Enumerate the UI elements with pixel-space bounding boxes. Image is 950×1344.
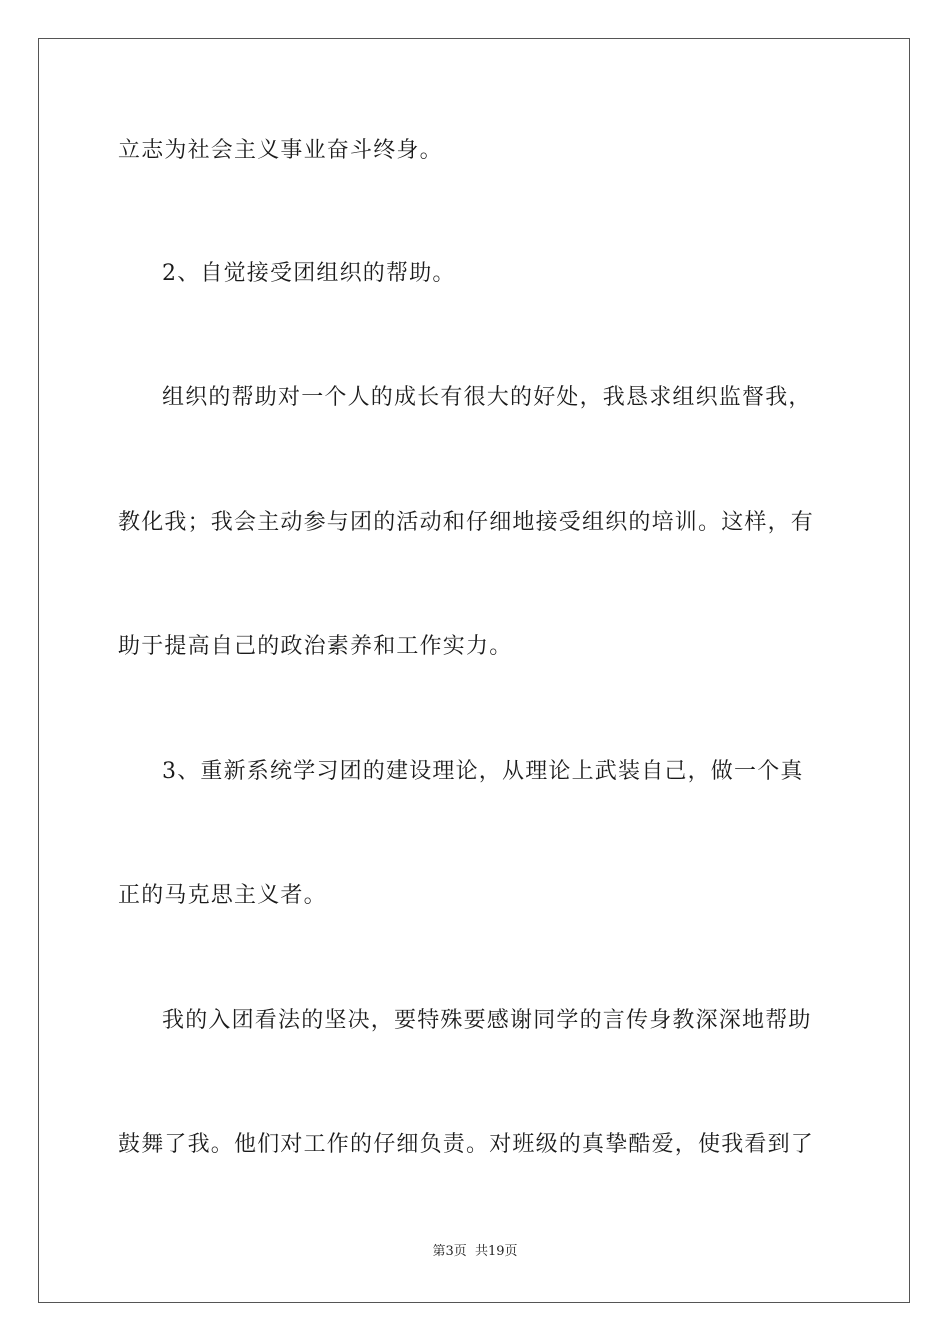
text-line-4: 教化我；我会主动参与团的活动和仔细地接受组织的培训。这样，有 [118,510,815,535]
page-border [38,38,910,1303]
text-line-8: 我的入团看法的坚决，要特殊要感谢同学的言传身教深深地帮助 [162,1008,812,1033]
text-line-7: 正的马克思主义者。 [118,883,327,908]
text-line-6: 3、重新系统学习团的建设理论，从理论上武装自己，做一个真 [162,759,804,784]
text-line-3: 组织的帮助对一个人的成长有很大的好处，我恳求组织监督我， [162,385,812,410]
text-line-9: 鼓舞了我。他们对工作的仔细负责。对班级的真挚酷爱，使我看到了 [118,1132,815,1157]
text-line-1: 立志为社会主义事业奋斗终身。 [118,138,443,163]
page-number-total: 共19页 [474,1244,518,1259]
page-number-current: 第3页 [432,1244,467,1259]
page-footer [0,1243,950,1261]
text-line-2: 2、自觉接受团组织的帮助。 [162,261,456,286]
text-line-5: 助于提高自己的政治素养和工作实力。 [118,634,513,659]
